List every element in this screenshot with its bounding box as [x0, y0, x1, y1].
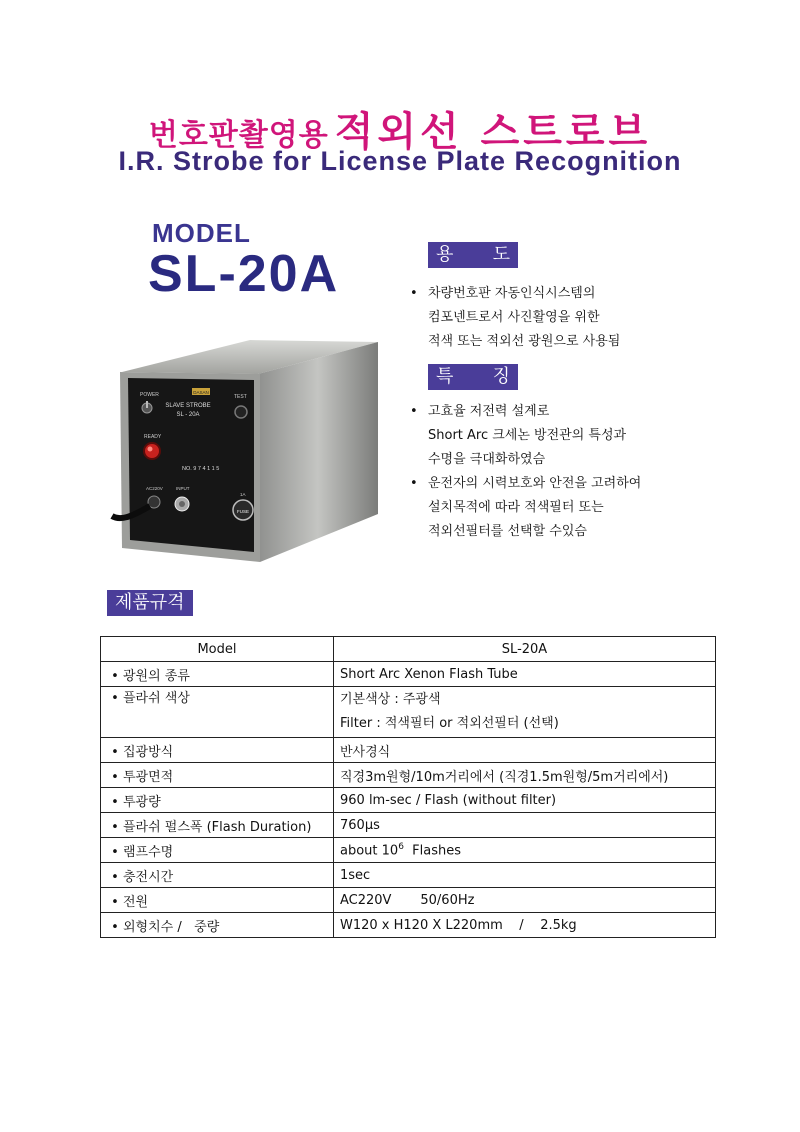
- spec-value: 960 lm-sec / Flash (without filter): [334, 788, 716, 813]
- usage-heading: [428, 242, 518, 268]
- table-row: [101, 763, 716, 788]
- spec-value: 1sec: [334, 863, 716, 888]
- table-row: [101, 838, 716, 863]
- list-item-continued: 수명을 극대화하였슴: [428, 452, 546, 467]
- list-item-continued: Short Arc 크세논 방전관의 특성과: [428, 428, 627, 443]
- spec-key: 투광량: [123, 794, 161, 810]
- bullet-icon: •: [111, 919, 119, 935]
- spec-value: 760μs: [334, 813, 716, 838]
- spec-key: 플라쉬 색상: [123, 691, 190, 706]
- bullet-icon: •: [111, 819, 119, 835]
- features-heading: [428, 364, 518, 390]
- power-label: POWER: [140, 392, 159, 398]
- spec-key: 램프수명: [123, 844, 174, 860]
- features-heading-a: 특: [436, 366, 454, 387]
- spec-key: 충전시간: [123, 869, 174, 885]
- model-name: SL-20A: [148, 245, 340, 303]
- spec-value: Short Arc Xenon Flash Tube: [334, 662, 716, 687]
- bullet-icon: •: [111, 794, 119, 810]
- device-side: [258, 342, 378, 562]
- table-row: [101, 913, 716, 938]
- bullet-icon: •: [410, 476, 418, 491]
- spec-key: 투광면적: [123, 769, 174, 785]
- bullet-icon: •: [111, 869, 119, 885]
- title-korean-main: 적외선 스트로브: [334, 109, 652, 155]
- features-list: [410, 400, 641, 544]
- spec-value: AC220V 50/60Hz: [334, 888, 716, 913]
- usage-list: [410, 282, 620, 354]
- fuse-label: FUSE: [236, 509, 250, 514]
- serial-number: NO. 9 7 4 1 1 5: [182, 466, 220, 472]
- spec-value: 기본색상 : 주광색: [340, 692, 441, 707]
- table-row: [101, 788, 716, 813]
- input-label: INPUT: [176, 486, 190, 491]
- knob-label: 1A: [240, 492, 246, 497]
- bullet-icon: •: [111, 844, 119, 860]
- bullet-icon: •: [111, 691, 119, 706]
- spec-key: 광원의 종류: [123, 668, 190, 684]
- bullet-icon: •: [111, 894, 119, 910]
- table-row: [101, 888, 716, 913]
- panel-title-1: SLAVE STROBE: [165, 403, 211, 409]
- bullet-icon: •: [410, 404, 418, 419]
- model-label: MODEL: [152, 218, 251, 248]
- product-photo: [110, 338, 382, 566]
- spec-heading: 제품규격: [107, 590, 193, 616]
- bullet-icon: •: [111, 744, 119, 760]
- usage-heading-a: 용: [436, 244, 454, 265]
- list-item-continued: 컴포넨트로서 사진활영을 위한: [428, 310, 600, 325]
- spec-value-secondary: Filter : 적색필터 or 적외선필터 (선택): [340, 716, 559, 731]
- spec-key: 외형치수 / 중량: [123, 919, 220, 935]
- table-row: [101, 813, 716, 838]
- usage-heading-b: 도: [492, 244, 510, 265]
- table-header-row: [101, 637, 716, 662]
- title-korean-prefix: 번호판촬영용: [148, 118, 329, 153]
- panel-title-2: SL - 20A: [176, 412, 200, 418]
- table-row: [101, 738, 716, 763]
- list-item-continued: 적외선필터를 선택할 수있슴: [428, 524, 587, 539]
- bullet-icon: •: [111, 769, 119, 785]
- table-row: [101, 687, 716, 738]
- ready-label: READY: [144, 434, 162, 440]
- header-cell-key: Model: [101, 637, 334, 662]
- bullet-icon: •: [111, 668, 119, 684]
- list-item: • 운전자의 시력보호와 안전을 고려하여: [410, 472, 641, 496]
- table-row: [101, 863, 716, 888]
- spec-value: about $10^6$ Flashes: [334, 838, 716, 863]
- bullet-icon: •: [410, 286, 418, 301]
- spec-value: W120 x H120 X L220mm / 2.5kg: [334, 913, 716, 938]
- features-heading-b: 징: [492, 366, 510, 387]
- list-item: • 고효율 저전력 설계로: [410, 400, 641, 424]
- spec-key: 전원: [123, 894, 149, 910]
- spec-key: 플라쉬 펄스폭 (Flash Duration): [123, 819, 312, 835]
- header-cell-value: SL-20A: [334, 637, 716, 662]
- title-english: I.R. Strobe for License Plate Recognition: [118, 146, 682, 176]
- spec-value: 직경3m원형/10m거리에서 (직경1.5m원형/5m거리에서): [334, 763, 716, 788]
- test-label: TEST: [234, 394, 247, 400]
- list-item: • 차량번호판 자동인식시스템의: [410, 282, 620, 306]
- spec-table: [100, 636, 716, 938]
- test-button-icon: [235, 406, 247, 418]
- ready-lamp-icon: [144, 443, 160, 459]
- table-row: [101, 662, 716, 687]
- list-item-continued: 설치목적에 따라 적색필터 또는: [428, 500, 604, 515]
- spec-value: 반사경식: [334, 738, 716, 763]
- spec-key: 집광방식: [123, 744, 174, 760]
- list-item-continued: 적색 또는 적외선 광원으로 사용됨: [428, 334, 621, 349]
- ac-label: AC220V: [146, 486, 163, 491]
- brand-text: DASAN: [193, 390, 209, 395]
